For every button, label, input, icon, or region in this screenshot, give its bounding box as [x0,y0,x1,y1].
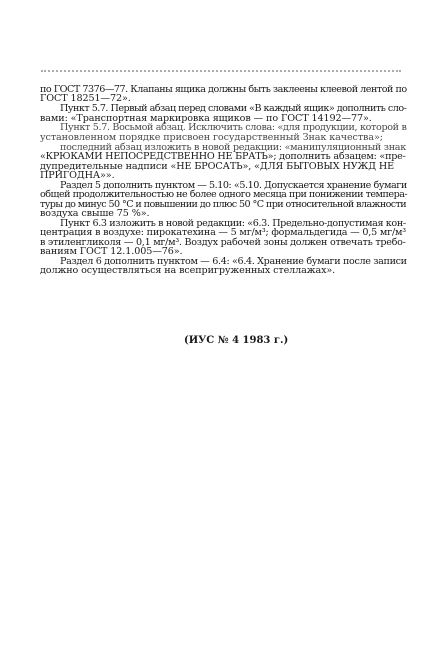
document-line: туры до минус 50 °С и повышении до плюс 50 °С при относительной влажности [40,199,407,210]
document-line: по ГОСТ 7376—77. Клапаны ящика должны быть заклеены клеевой лентой по [40,84,407,95]
document-line: центрация в воздухе: пирокатехина — 5 мг/м³; формальдегида — 0,5 мг/м³ [40,227,406,238]
document-line: вами: «Транспортная маркировка ящиков — по ГОСТ 14192—77». [40,113,372,124]
handwritten-stamp [34,337,194,349]
document-line: общей продолжительностью не более одного месяца при понижении темпера- [40,189,408,200]
document-line: Пункт 5.7. Восьмой абзац. Исключить слова: «для продукции, которой в [60,122,407,133]
document-line: дупредительные надписи «НЕ БРОСАТЬ», «ДЛЯ БЫТОВЫХ НУЖД НЕ [40,161,395,172]
source-reference: (ИУС № 4 1983 г.) [184,335,289,346]
document-line: ПРИГОДНА»». [40,170,115,181]
document-line: последний абзац изложить в новой редакции: «манипуляционный знак [60,142,406,153]
scan-artifact-top [41,70,401,80]
document-line: ваниям ГОСТ 12.1.005—76». [40,246,183,257]
document-line: Пункт 5.7. Первый абзац перед словами «В каждый ящик» дополнить сло- [60,103,407,114]
document-line: установленном порядке присвоен государственный Знак качества»; [40,132,383,143]
document-line: ГОСТ 18251—72». [40,93,131,104]
document-line: должно осуществляться на всепригруженных стеллажах». [40,265,336,276]
document-line: в этиленгликоля — 0,1 мг/м³. Воздух рабочей зоны должен отвечать требо- [40,237,406,248]
document-line: Раздел 5 дополнить пунктом — 5.10: «5.10. Допускается хранение бумаги [60,180,407,191]
document-line: Пункт 6.3 изложить в новой редакции: «6.3. Предельно-допустимая кон- [60,218,406,229]
document-line: Раздел 6 дополнить пунктом — 6.4: «6.4. Хранение бумаги после записи [60,256,407,267]
document-line: «КРЮКАМИ НЕПОСРЕДСТВЕННО НЕ БРАТЬ»; дополнить абзацем: «пре- [40,151,406,162]
document-line: воздуха свыше 75 %». [40,208,150,219]
